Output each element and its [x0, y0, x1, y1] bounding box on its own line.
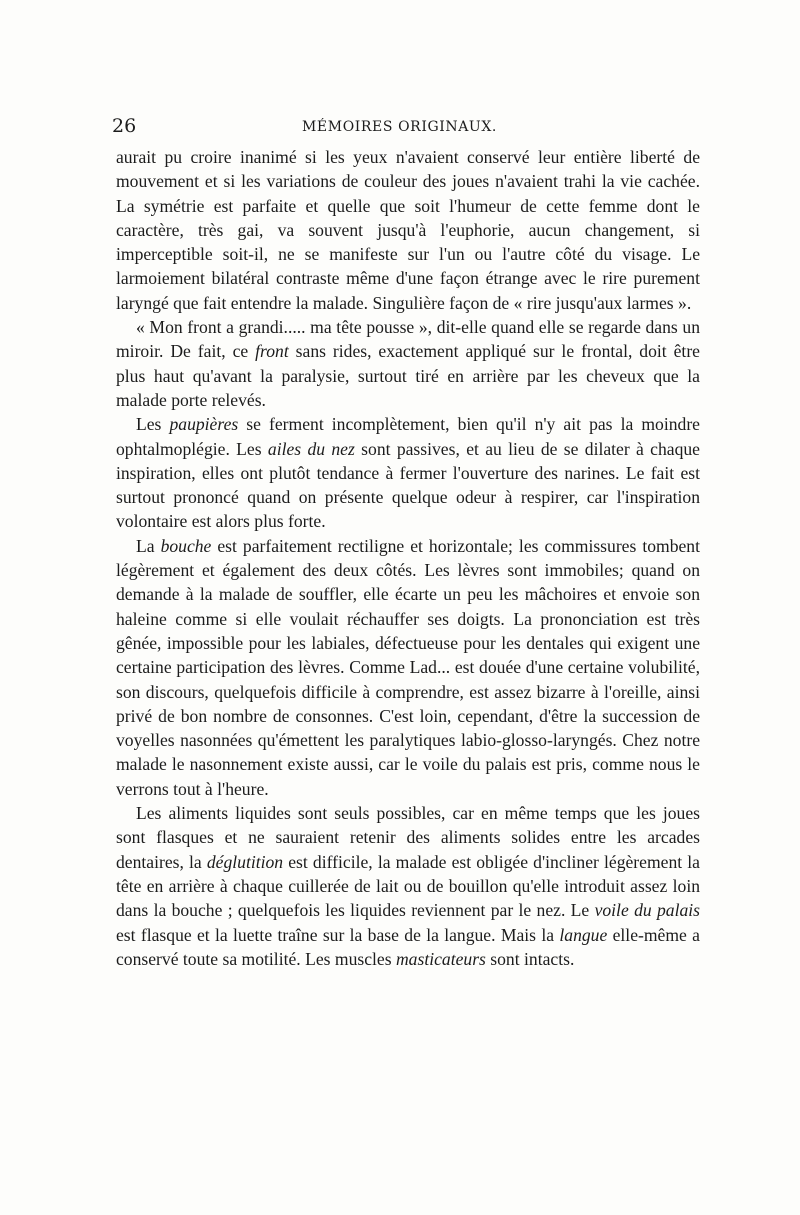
emphasis-term: masticateurs: [395, 948, 486, 969]
paragraph-text: est parfaitement rectiligne et horizontale; les commissures tombent légèrement et également des deux côtés. Les lèvres sont immobiles; quand on demande à la malade de souffler, elle écarte un peu les mâchoires et envoie son haleine comme si elle voulait réchauffer ses doigts. La prononciation est très gênée, impossible pour les labiales, défectueuse pour les dentales qui exigent une certaine participation des lèvres. Comme Lad... est douée d'une certaine volubilité, son discours, quelquefois difficile à comprendre, est assez bizarre à l'oreille, ainsi privé de bon nombre de consonnes. C'est loin, cependant, d'être la succession de voyelles nasonnées qu'émettent les paralytiques labio-glosso-laryngés. Chez notre malade le nasonnement existe aussi, car le voile du palais est pris, comme nous le verrons tout à l'heure.: [116, 535, 700, 799]
paragraph-text: est flasque et la luette traîne sur la base de la langue. Mais la: [116, 924, 560, 945]
paragraph-text: Les: [136, 414, 170, 435]
emphasis-term: bouche: [160, 535, 212, 556]
emphasis-term: paupières: [169, 414, 239, 435]
paragraph-2: [116, 315, 700, 412]
emphasis-term: front: [255, 341, 289, 362]
body-text: [116, 145, 700, 971]
paragraph-text: La: [136, 535, 161, 556]
paragraph-3: [116, 412, 700, 533]
paragraph-text: Les aliments liquides sont seuls possibles, car en même temps que les joues sont flasques et ne sauraient retenir des aliments solides entre les arcades dentaires, la: [116, 803, 700, 872]
paragraph-text: se ferment incomplètement, bien qu'il n'y ait pas la moindre ophtalmoplégie. Les: [116, 414, 700, 459]
running-title: MÉMOIRES ORIGINAUX.: [302, 119, 497, 135]
emphasis-term: ailes du nez: [267, 438, 355, 459]
paragraph-text: est difficile, la malade est obligée d'incliner légèrement la tête en arrière à chaque cuillerée de lait ou de bouillon qu'elle introduit assez loin dans la bouche ; quelquefois les liquides reviennent par le nez. Le: [116, 851, 700, 921]
emphasis-term: voile du palais: [594, 900, 700, 921]
paragraph-text: sont intacts.: [485, 948, 575, 969]
paragraph-text: elle-même a conservé toute sa motilité. Les muscles: [116, 924, 700, 969]
paragraph-text: sans rides, exactement appliqué sur le frontal, doit être plus haut qu'avant la paralysie, surtout tiré en arrière par les cheveux que la malade porte relevés.: [116, 341, 700, 410]
page-number: 26: [112, 115, 137, 137]
paragraph-1: [116, 145, 700, 315]
page-header: [112, 113, 700, 139]
emphasis-term: déglutition: [206, 851, 284, 872]
paragraph-4: [116, 534, 700, 801]
paragraph-5: [116, 801, 700, 971]
paragraph-text: « Mon front a grandi..... ma tête pousse », dit-elle quand elle se regarde dans un miroir. De fait, ce: [116, 317, 700, 362]
emphasis-term: langue: [559, 924, 608, 945]
paragraph-text: sont passives, et au lieu de se dilater à chaque inspiration, elles ont plutôt tendance à fermer l'ouverture des narines. Le fait est surtout prononcé quand on présente quelque odeur à respirer, car l'inspiration volontaire est alors plus forte.: [116, 438, 700, 532]
paragraph-text: aurait pu croire inanimé si les yeux n'avaient conservé leur entière liberté de mouvement et si les variations de couleur des joues n'avaient trahi la vie cachée. La symétrie est parfaite et quelle que soit l'humeur de cette femme dont le caractère, très gai, va souvent jusqu'à l'euphorie, aucun changement, si imperceptible soit-il, ne se manifeste sur l'un ou l'autre côté du visage. Le larmoiement bilatéral contraste même d'une façon étrange avec le rire purement laryngé que fait entendre la malade. Singulière façon de « rire jusqu'aux larmes ».: [116, 147, 700, 313]
